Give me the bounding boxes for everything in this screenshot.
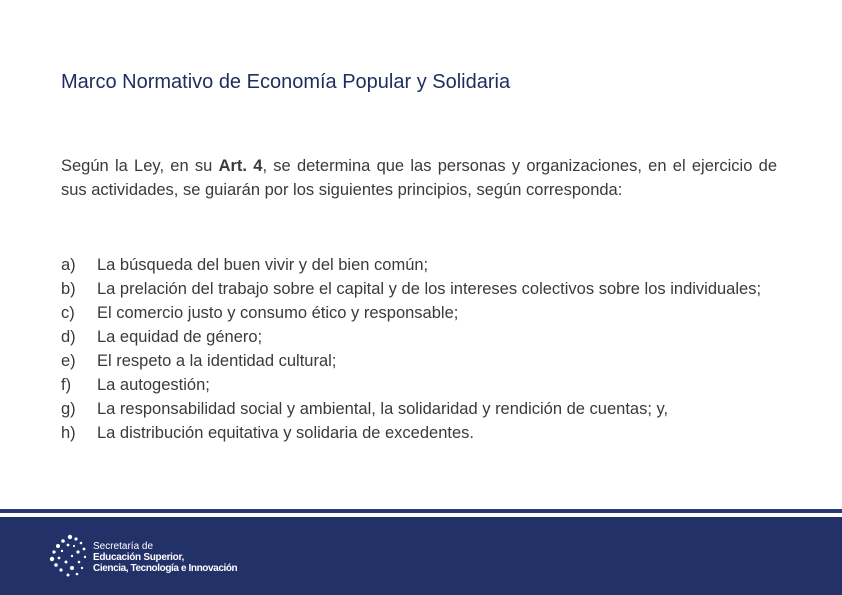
list-item [61, 349, 781, 373]
principles-list [61, 253, 781, 445]
list-item [61, 397, 781, 421]
slide-title: Marco Normativo de Economía Popular y Solidaria [61, 71, 511, 93]
footer-divider [0, 509, 842, 513]
list-item [61, 325, 781, 349]
list-item-letter: c) [61, 304, 75, 322]
footer-band [0, 517, 842, 595]
secretaria-logo-text [93, 541, 237, 574]
secretaria-logo-icon [48, 531, 92, 581]
intro-text-after: , se determina que las personas y organizaciones, en el ejercicio de sus actividades, se guiarán por los siguientes principios, según corresponda: [61, 157, 778, 199]
list-item-letter: d) [61, 328, 76, 346]
list-item [61, 253, 781, 277]
list-item-text: La equidad de género; [97, 328, 263, 346]
logo-line-3: Ciencia, Tecnología e Innovación [93, 563, 238, 574]
list-item-text: El respeto a la identidad cultural; [97, 352, 337, 370]
list-item [61, 421, 781, 445]
article-reference: Art. 4 [218, 157, 263, 175]
intro-text-before: Según la Ley, en su [61, 157, 219, 175]
list-item [61, 277, 781, 301]
list-item-letter: h) [61, 424, 76, 442]
list-item-text: La autogestión; [97, 376, 210, 394]
list-item-text: La prelación del trabajo sobre el capital y de los intereses colectivos sobre los individuales; [97, 280, 762, 298]
list-item-text: El comercio justo y consumo ético y responsable; [97, 304, 459, 322]
list-item-letter: f) [61, 376, 72, 394]
list-item-letter: e) [61, 352, 76, 370]
list-item-letter: a) [61, 256, 76, 274]
intro-paragraph [61, 155, 777, 202]
list-item-text: La búsqueda del buen vivir y del bien común; [97, 256, 429, 274]
list-item-letter: b) [61, 280, 76, 298]
list-item-letter: g) [61, 400, 76, 418]
list-item-text: La responsabilidad social y ambiental, la solidaridad y rendición de cuentas; y, [97, 400, 669, 418]
list-item [61, 301, 781, 325]
logo-line-2: Educación Superior, [93, 552, 184, 563]
logo-line-1: Secretaría de [93, 541, 154, 552]
list-item-text: La distribución equitativa y solidaria de excedentes. [97, 424, 474, 442]
list-item [61, 373, 781, 397]
